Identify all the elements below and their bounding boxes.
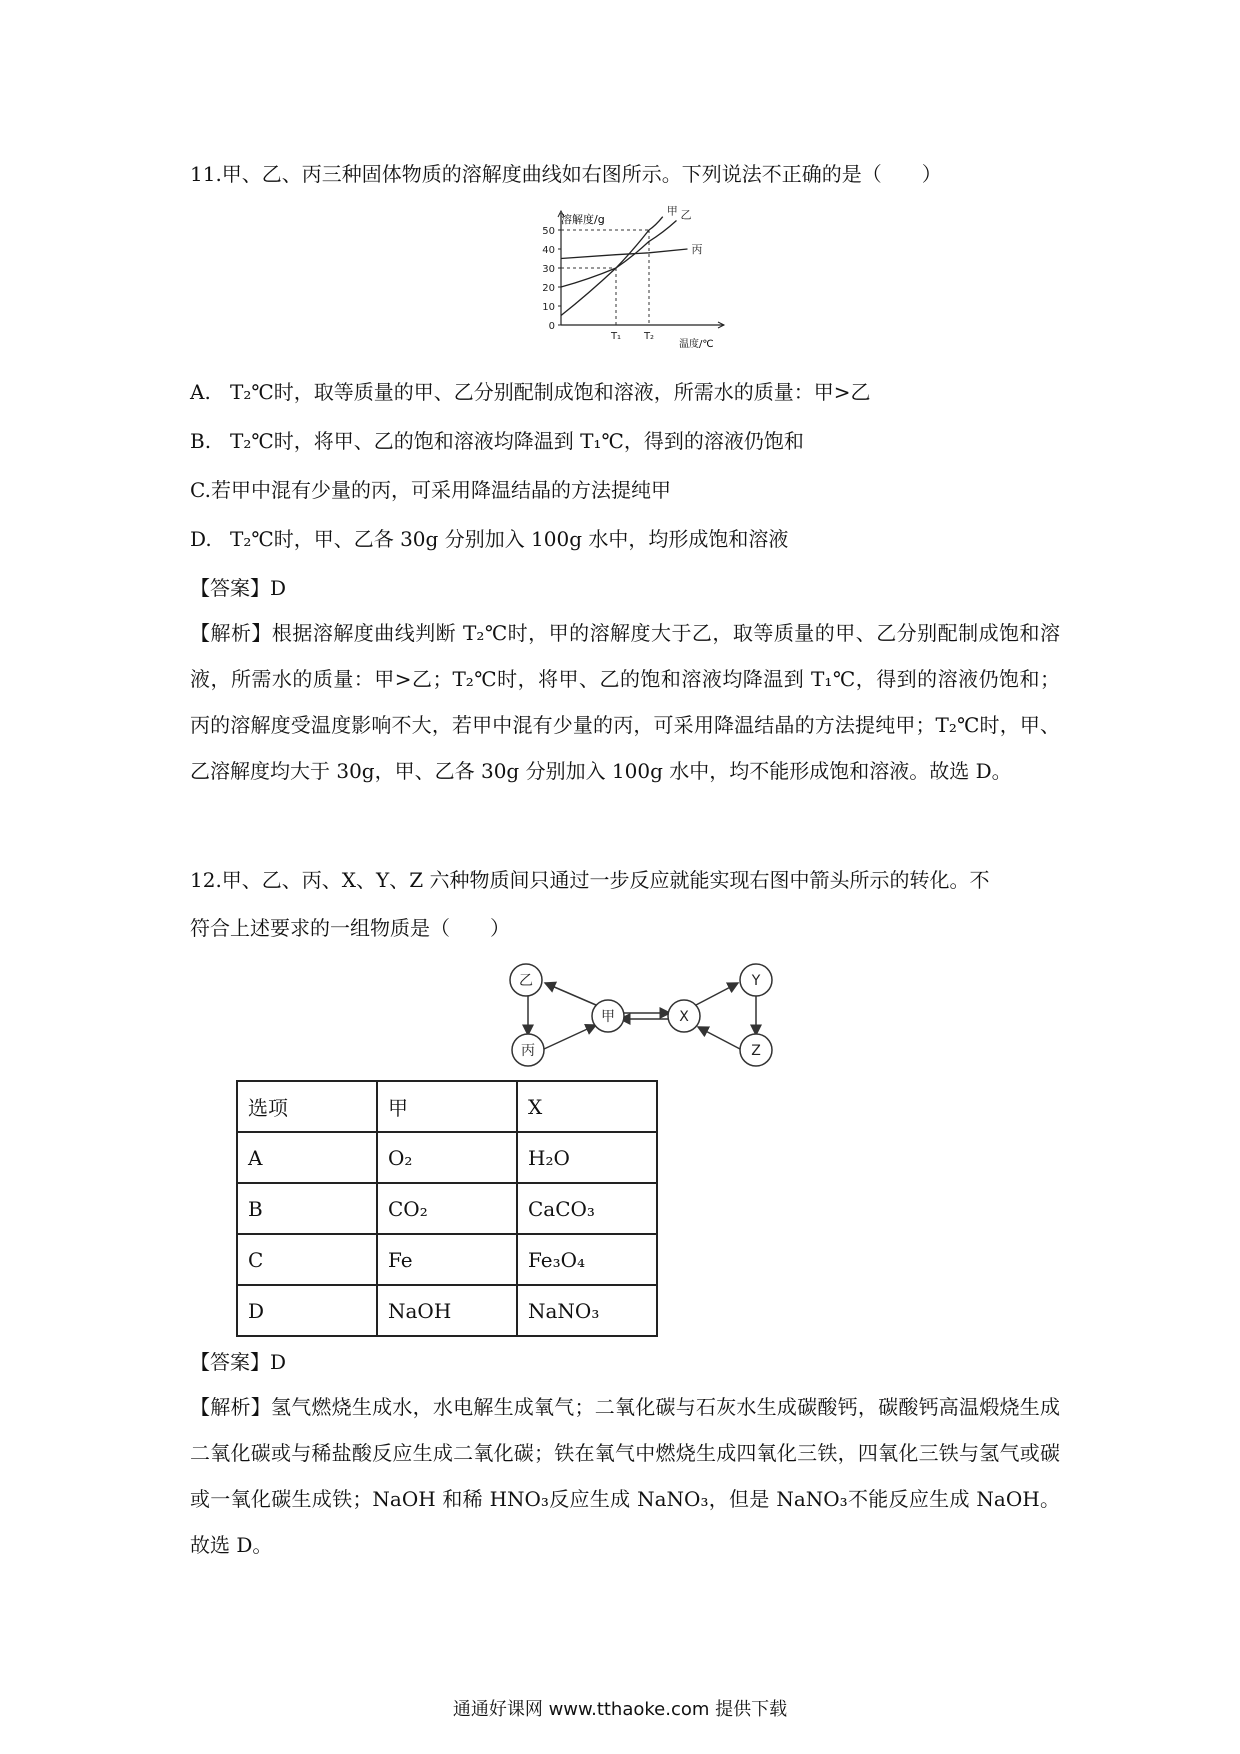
chart-series-line [561,221,677,288]
chart-x-tick-label: T₂ [643,331,655,342]
table-cell: NaOH [377,1285,517,1336]
option-text: C.若甲中混有少量的丙，可采用降温结晶的方法提纯甲 [190,478,671,502]
table-cell: Fe [377,1234,517,1285]
q11-option-d [190,525,788,553]
chart-series-label: 甲 [666,205,678,218]
table-cell: D [237,1285,377,1336]
q12-answer: 【答案】D [190,1350,287,1374]
chart-y-tick-label: 30 [542,264,555,275]
q11-analysis: 【解析】根据溶解度曲线判断 T₂℃时，甲的溶解度大于乙，取等质量的甲、乙分别配制成饱和溶液，所需水的质量：甲>乙；T₂℃时，将甲、乙的饱和溶液均降温到 T₁℃，得到的溶液仍饱和；丙的溶解度受温度影响不大，若甲中混有少量的丙，可采用降温结晶的方法提纯甲；T₂℃时，甲、乙溶解度均大于 30g，甲、乙各 30g 分别加入 100g 水中，均不能形成饱和溶液。故选 D。 [190,621,1060,783]
q11-option-a [190,378,871,406]
table-cell: A [237,1132,377,1183]
q12-options-table [236,1080,658,1337]
table-header-row [237,1081,657,1132]
chart-ylabel: 溶解度/g [561,213,605,226]
chart-series-line [561,249,688,259]
q11-option-b [190,427,804,455]
chart-y-tick-label: 40 [542,245,555,256]
table-cell: B [237,1183,377,1234]
table-header-cell: X [517,1081,657,1132]
table-cell: NaNO₃ [517,1285,657,1336]
arrow-jia-yi [545,983,596,1005]
q11-answer: 【答案】D [190,576,287,600]
option-label: B. [190,429,212,453]
table-cell: O₂ [377,1132,517,1183]
chart-y-tick-label: 10 [542,302,555,313]
node-label-bing: 丙 [521,1043,535,1059]
table-row [237,1183,657,1234]
node-label-yi: 乙 [519,973,533,989]
arrow-bing-jia [544,1025,596,1049]
q11-stem: 11.甲、乙、丙三种固体物质的溶解度曲线如右图所示。下列说法不正确的是（ ） [190,162,942,186]
arrow-x-y [696,983,738,1005]
option-label: A. [190,380,211,404]
table-header-cell: 甲 [377,1081,517,1132]
table-header-cell: 选项 [237,1081,377,1132]
node-label-x: X [679,1009,689,1025]
node-label-y: Y [751,973,761,989]
node-label-jia: 甲 [601,1009,615,1025]
solubility-chart [519,205,739,355]
chart-axes [558,208,724,328]
option-label: D. [190,527,212,551]
option-text: T₂℃时，取等质量的甲、乙分别配制成饱和溶液，所需水的质量：甲>乙 [230,380,871,404]
table-cell: H₂O [517,1132,657,1183]
q12-stem-line1: 12.甲、乙、丙、X、Y、Z 六种物质间只通过一步反应就能实现右图中箭头所示的转化。不 [190,868,990,892]
chart-x-tick-label: T₁ [610,331,622,342]
arrow-z-x [698,1027,740,1049]
chart-series-label: 丙 [691,243,703,256]
table-cell: CO₂ [377,1183,517,1234]
chart-y-tick-label: 0 [548,321,555,332]
q12-stem-line2: 符合上述要求的一组物质是（ ） [190,916,510,940]
q11-option-c [190,476,671,504]
conversion-diagram [498,955,788,1070]
option-text: T₂℃时，将甲、乙的饱和溶液均降温到 T₁℃，得到的溶液仍饱和 [230,429,804,453]
table-row [237,1285,657,1336]
chart-series-line [561,217,663,316]
page-footer: 通通好课网 www.tthaoke.com 提供下载 [452,1699,788,1720]
option-text: T₂℃时，甲、乙各 30g 分别加入 100g 水中，均形成饱和溶液 [230,527,789,551]
node-label-z: Z [751,1043,761,1059]
table-cell: CaCO₃ [517,1183,657,1234]
chart-y-tick-label: 20 [542,283,555,294]
table-row [237,1234,657,1285]
table-cell: C [237,1234,377,1285]
q12-analysis: 【解析】氢气燃烧生成水，水电解生成氧气；二氧化碳与石灰水生成碳酸钙，碳酸钙高温煅烧生成二氧化碳或与稀盐酸反应生成二氧化碳；铁在氧气中燃烧生成四氧化三铁，四氧化三铁与氢气或碳或一氧化碳生成铁；NaOH 和稀 HNO₃反应生成 NaNO₃，但是 NaNO₃不能反应生成 NaOH。故选 D。 [190,1395,1060,1557]
chart-series-label: 乙 [680,208,692,222]
chart-xlabel: 温度/℃ [679,339,714,350]
table-cell: Fe₃O₄ [517,1234,657,1285]
chart-y-tick-label: 50 [542,226,555,237]
table-row [237,1132,657,1183]
